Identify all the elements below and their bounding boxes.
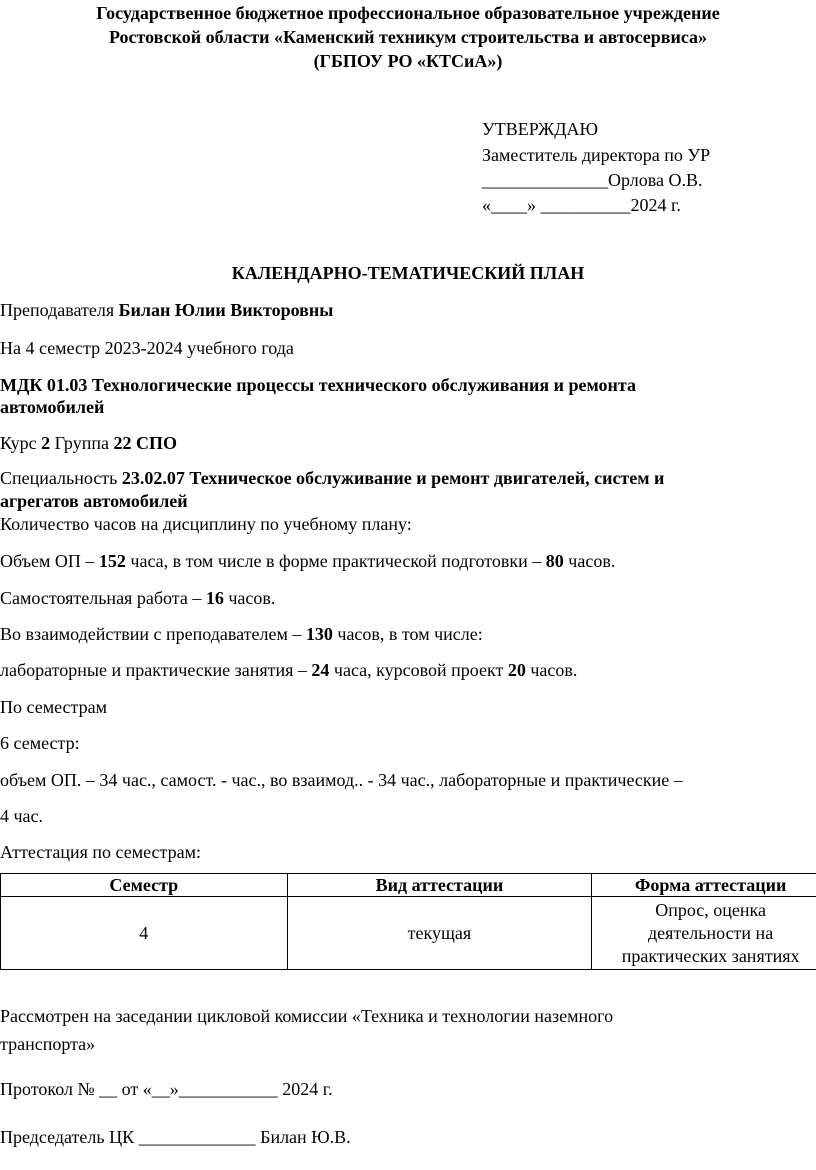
approval-date-line: «____» __________2024 г. <box>482 195 681 215</box>
interaction-value: 130 <box>305 624 333 644</box>
volume-label: Объем ОП – <box>0 551 99 571</box>
course-label: Курс <box>0 433 42 453</box>
header-line-2: Ростовской области «Каменский техникум строительства и автосервиса» <box>108 27 708 47</box>
interaction-label: Во взаимодействии с преподавателем – <box>0 624 306 644</box>
reviewed-line-1: Рассмотрен на заседании цикловой комиссии «Техника и технологии наземного <box>0 1006 614 1026</box>
course-project-label: часа, курсовой проект <box>329 660 508 680</box>
mdk-title-2: автомобилей <box>0 397 105 417</box>
course-group-line <box>0 432 177 454</box>
volume-practical-value: 80 <box>545 551 564 571</box>
protocol-line: Протокол № __ от «__»___________ 2024 г. <box>0 1079 333 1099</box>
header-semester: Семестр <box>1 874 288 897</box>
self-work-value: 16 <box>205 588 224 608</box>
approval-title: УТВЕРЖДАЮ <box>482 119 599 139</box>
form-line-2: деятельности на <box>648 922 774 943</box>
cell-attestation-form <box>592 897 816 970</box>
interaction-unit: часов, в том числе: <box>332 624 483 644</box>
specialty-line-1 <box>0 467 664 489</box>
by-semesters: По семестрам <box>0 697 107 717</box>
header-line-3: (ГБПОУ РО «КТСиА») <box>313 51 503 71</box>
semester-line: На 4 семестр 2023-2024 учебного года <box>0 338 294 358</box>
volume-practical-label: часа, в том числе в форме практической подготовки – <box>125 551 546 571</box>
specialty-label: Специальность <box>0 468 122 488</box>
group-label: Группа <box>50 433 114 453</box>
course-value: 2 <box>41 433 51 453</box>
volume-value: 152 <box>98 551 126 571</box>
table-row <box>1 897 816 970</box>
course-project-value: 20 <box>507 660 526 680</box>
semester-6-label: 6 семестр: <box>0 733 80 753</box>
volume-unit: часов. <box>563 551 616 571</box>
document-title: КАЛЕНДАРНО-ТЕМАТИЧЕСКИЙ ПЛАН <box>231 263 585 283</box>
hours-intro: Количество часов на дисциплину по учебному плану: <box>0 514 412 534</box>
header-attestation-type: Вид аттестации <box>287 874 592 897</box>
volume-line <box>0 550 615 572</box>
cell-attestation-type: текущая <box>287 897 592 970</box>
attestation-label: Аттестация по семестрам: <box>0 842 201 862</box>
self-work-unit: часов. <box>223 588 276 608</box>
interaction-line <box>0 623 483 645</box>
semester-6-details-2: 4 час. <box>0 806 44 826</box>
form-line-3: практических занятиях <box>621 945 800 966</box>
approval-signature-line: ______________Орлова О.В. <box>482 170 703 190</box>
reviewed-line-2: транспорта» <box>0 1034 96 1054</box>
specialty-value-1: 23.02.07 Техническое обслуживание и ремонт двигателей, систем и <box>121 468 665 488</box>
cell-semester: 4 <box>1 897 288 970</box>
labs-unit: часов. <box>525 660 578 680</box>
self-work-line <box>0 587 275 609</box>
labs-value: 24 <box>311 660 330 680</box>
self-work-label: Самостоятельная работа – <box>0 588 206 608</box>
teacher-line <box>0 299 333 321</box>
form-line-1: Опрос, оценка <box>655 899 766 920</box>
attestation-table <box>0 873 816 970</box>
header-line-1: Государственное бюджетное профессиональное образовательное учреждение <box>96 3 720 23</box>
specialty-line-2 <box>0 490 188 512</box>
mdk-line-1 <box>0 374 636 396</box>
chair-line: Председатель ЦК _____________ Билан Ю.В. <box>0 1127 351 1147</box>
mdk-title-1: МДК 01.03 Технологические процессы технического обслуживания и ремонта <box>0 375 636 395</box>
group-value: 22 СПО <box>113 433 177 453</box>
table-header-row <box>1 874 816 897</box>
labs-label: лабораторные и практические занятия – <box>0 660 312 680</box>
mdk-line-2 <box>0 396 104 418</box>
semester-6-details-1: объем ОП. – 34 час., самост. - час., во взаимод.. - 34 час., лабораторные и практические – <box>0 770 683 790</box>
specialty-value-2: агрегатов автомобилей <box>0 491 188 511</box>
teacher-name: Билан Юлии Викторовны <box>118 300 334 320</box>
header-attestation-form: Форма аттестации <box>592 874 816 897</box>
teacher-label: Преподавателя <box>0 300 119 320</box>
labs-line <box>0 659 577 681</box>
approval-position: Заместитель директора по УР <box>482 145 711 165</box>
